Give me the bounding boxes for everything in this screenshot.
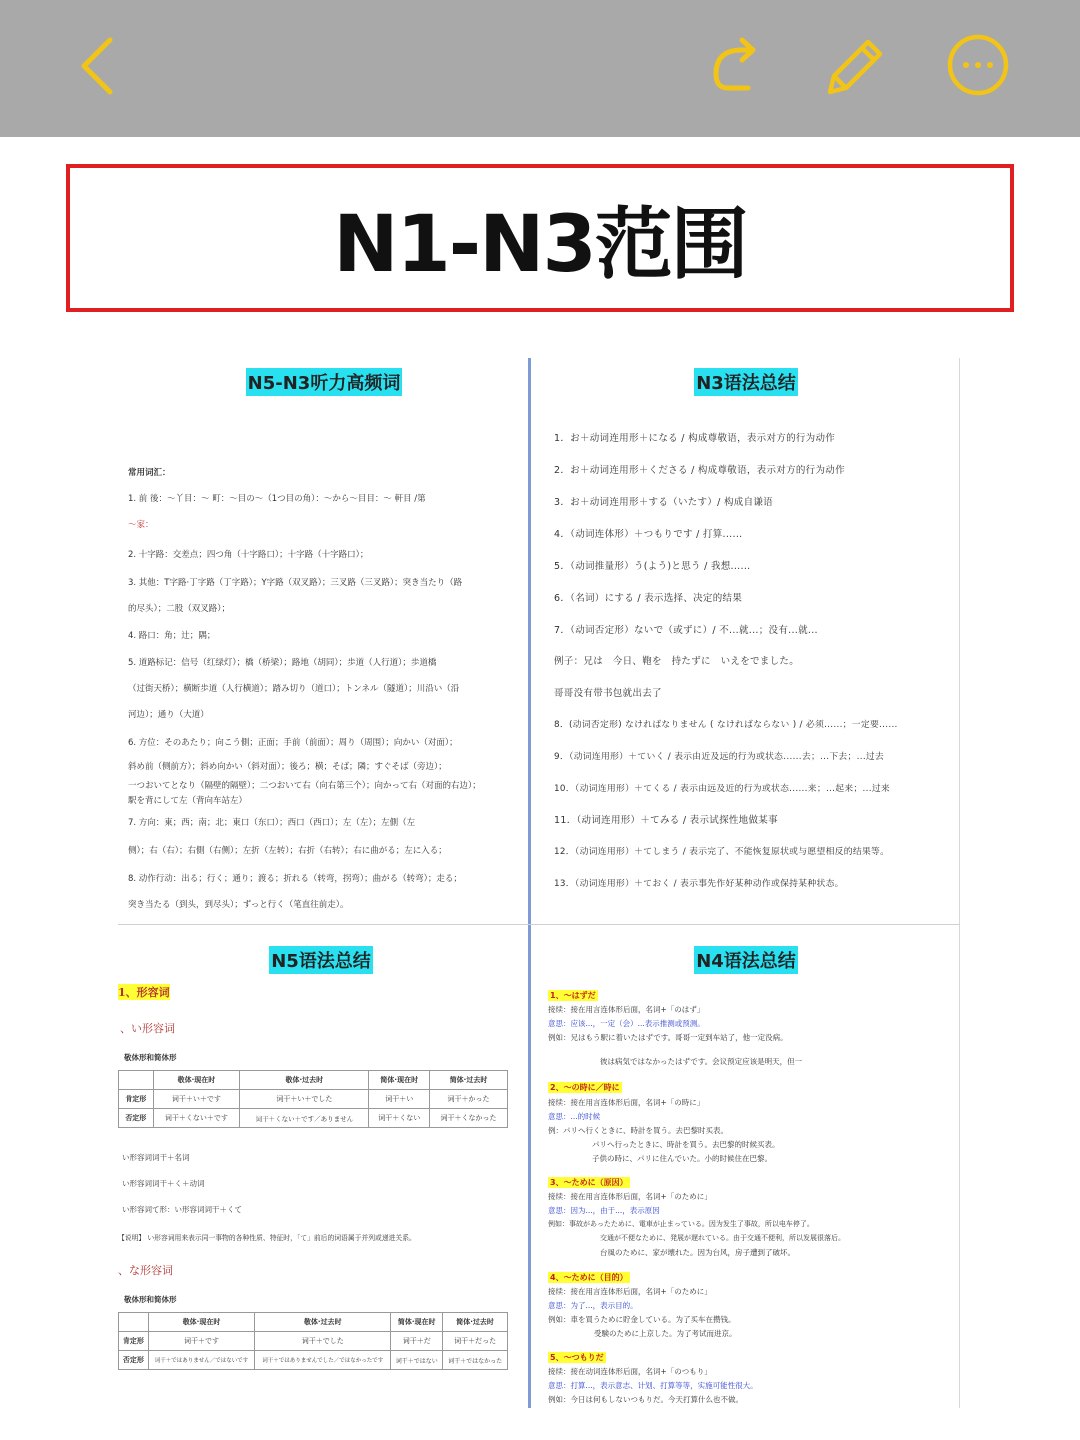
- grammar-example: 例子：兄は 今日、鞄を 持たずに いえをでました。: [554, 656, 800, 667]
- pencil-icon: [820, 30, 890, 100]
- edit-button[interactable]: [820, 30, 890, 100]
- vocab-line: 突き当たる（到头，到尽头）；ずっと行く（笔直往前走）。: [128, 900, 349, 910]
- share-button[interactable]: [698, 30, 768, 100]
- grammar-line: 8．(动词否定形) なければなりません ( なければならない ) / 必须......；一定要......: [554, 720, 898, 730]
- vocab-line: 1. 前 後：～丫目：～ 町：～目の～（1つ目の角）：～から～目目：～ 軒目 /第: [128, 494, 426, 504]
- vocab-line: 7. 方向：東；西；南；北；東口（东口）；西口（西口）；左（左）；左側（左: [128, 818, 416, 828]
- title-banner: [66, 164, 1014, 312]
- grammar-line: 意思：为了...，表示目的。: [548, 1301, 638, 1310]
- table-header: 简体·现在时: [369, 1071, 430, 1090]
- table-cell: 词干＋だ: [391, 1332, 443, 1351]
- vocab-line: 常用词汇：: [128, 468, 171, 478]
- grammar-line: 例如：車を買うために貯金している。为了买车在攒钱。: [548, 1315, 736, 1324]
- table-header: 敬体·过去时: [240, 1071, 369, 1090]
- divider-horizontal: [118, 924, 960, 925]
- table-header: 简体·过去时: [443, 1313, 508, 1332]
- table-header: 敬体·现在时: [148, 1313, 255, 1332]
- subsection-heading: 、い形容词: [120, 1022, 175, 1035]
- grammar-line: 11．（动词连用形）＋てみる / 表示试探性地做某事: [554, 815, 778, 826]
- grammar-line: 7．（动词否定形）ないで（或ずに）/ 不...就...；没有...就...: [554, 625, 818, 636]
- vocab-line: 8. 动作行动：出る；行く；通り；渡る；折れる（转弯，拐弯）；曲がる（转弯）；走る；: [128, 874, 462, 884]
- grammar-line: 6．（名词）にする / 表示选择、决定的结果: [554, 593, 743, 604]
- table-row: [119, 1090, 508, 1109]
- grammar-heading: 5、～つもりだ: [550, 1353, 604, 1362]
- table-row: [119, 1351, 508, 1370]
- na-adjective-table: [118, 1312, 508, 1370]
- vocab-line: 斜め前（侧前方）；斜め向かい（斜对面）；後ろ；横；そば；隣；すぐそば（旁边）；: [128, 762, 447, 772]
- section-heading: 1、形容词: [118, 986, 170, 999]
- table-row: [119, 1332, 508, 1351]
- table-cell: 词干＋い＋です: [153, 1090, 240, 1109]
- panel-n4-grammar: [540, 940, 952, 1408]
- table-row: [119, 1109, 508, 1128]
- table-cell: 否定形: [119, 1109, 154, 1128]
- grammar-line: 意思：打算...，表示意志、计划、打算等等，实施可能性很大。: [548, 1381, 758, 1390]
- table-cell: 词干＋い＋でした: [240, 1090, 369, 1109]
- table-cell: 肯定形: [119, 1332, 149, 1351]
- panel-n3-grammar: [540, 362, 952, 918]
- table-caption: 敬体形和简体形: [124, 1295, 177, 1304]
- table-header-row: [119, 1071, 508, 1090]
- grammar-example: 哥哥没有带书包就出去了: [554, 688, 662, 699]
- grammar-line: 意思：应该...，一定（会）...表示推测或预测。: [548, 1019, 705, 1028]
- table-cell: 词干＋くない＋です／ありません: [240, 1109, 369, 1128]
- grammar-line: 12．（动词连用形）＋てしまう / 表示完了、不能恢复原状或与愿望相反的结果等。: [554, 847, 890, 857]
- grammar-note: い形容词て形：い形容词词干＋くて: [122, 1205, 242, 1214]
- table-cell: 词干＋ではなかった: [443, 1351, 508, 1370]
- table-cell: 否定形: [119, 1351, 149, 1370]
- table-header: 敬体·过去时: [255, 1313, 391, 1332]
- grammar-line: 接续：接在动词连体形后面，名词+「のつもり」: [548, 1367, 712, 1376]
- table-header: [119, 1313, 149, 1332]
- vocab-line: 河边）；通り（大道）: [128, 710, 209, 720]
- grammar-line: 2．お＋动词连用形＋くださる / 构成尊敬语，表示对方的行为动作: [554, 465, 845, 476]
- grammar-line: 子供の時に、パリに住んでいた。小的时候住在巴黎。: [592, 1154, 772, 1163]
- table-header: 简体·现在时: [391, 1313, 443, 1332]
- grammar-line: 13．（动词连用形）＋ておく / 表示事先作好某种动作或保持某种状态。: [554, 879, 844, 889]
- grammar-line: 接续：接在用言连体形后面，名词+「のはず」: [548, 1005, 705, 1014]
- share-forward-icon: [698, 30, 768, 100]
- grammar-line: 彼は病気ではなかったはずです。会议预定应该是明天，但一: [600, 1057, 803, 1066]
- panel-title: N3语法总结: [694, 368, 798, 396]
- table-cell: 词干＋ではない: [391, 1351, 443, 1370]
- vocab-line: （过街天桥）；横断歩道（人行横道）；踏み切り（道口）；トンネル（隧道）；川沿い（沿: [128, 684, 460, 694]
- table-cell: 词干＋くなかった: [430, 1109, 508, 1128]
- chevron-left-icon: [62, 30, 132, 100]
- vocab-line: 2. 十字路：交差点；四つ角（十字路口）；十字路（十字路口）；: [128, 550, 369, 560]
- table-cell: 词干＋ではありません／ではないです: [148, 1351, 255, 1370]
- grammar-line: 4．（动词连体形）＋つもりです / 打算......: [554, 529, 743, 540]
- grammar-line: 例：パリへ行くときに、時計を買う。去巴黎时买表。: [548, 1126, 728, 1135]
- grammar-note: い形容词词干＋く＋动词: [122, 1179, 205, 1188]
- vocab-line: 一つおいてとなり（隔壁的隔壁）；二つおいて右（向右第三个）；向かって右（对面的右边）；: [128, 781, 481, 791]
- table-cell: 词干＋くない: [369, 1109, 430, 1128]
- back-button[interactable]: [62, 30, 132, 100]
- grammar-line: 接续：接在用言连体形后面，名词+「のために」: [548, 1287, 712, 1296]
- table-header-row: [119, 1313, 508, 1332]
- table-caption: 敬体形和简体形: [124, 1053, 177, 1062]
- table-header: 简体·过去时: [430, 1071, 508, 1090]
- grammar-line: 例如：今日は何もしないつもりだ。今天打算什么也不做。: [548, 1395, 743, 1404]
- vocab-line: 駅を背にして左（背向车站左）: [128, 796, 248, 806]
- table-cell: 词干＋くない＋です: [153, 1109, 240, 1128]
- more-circle-icon: [943, 30, 1013, 100]
- vocab-line: 4. 路口：角；辻；隅；: [128, 631, 216, 641]
- subsection-heading: 、な形容词: [118, 1264, 173, 1277]
- panel-n5-grammar: [118, 940, 524, 1408]
- grammar-line: 意思：...的时候: [548, 1112, 601, 1121]
- table-cell: 词干＋ではありませんでした／ではなかったです: [255, 1351, 391, 1370]
- panel-title: N5-N3听力高频词: [246, 368, 403, 396]
- table-cell: 词干＋でした: [255, 1332, 391, 1351]
- grammar-line: 意思：因为...，由于...，表示原因: [548, 1206, 660, 1215]
- grammar-note: い形容词词干＋名词: [122, 1153, 190, 1162]
- vocab-line: 6. 方位：そのあたり；向こう側；正面；手前（前面）；周り（周围）；向かい（对面）；: [128, 738, 458, 748]
- grammar-heading: 3、～ために（原因）: [550, 1178, 628, 1187]
- panel-title: N4语法总结: [694, 946, 798, 974]
- vocab-line: 侧）；右（右）；右側（右侧）；左折（左转）；右折（右转）；右に曲がる；左に入る；: [128, 846, 447, 856]
- vocab-line: ～家：: [128, 520, 154, 530]
- grammar-heading: 4、～ために（目的）: [550, 1273, 628, 1282]
- vocab-line: 5. 道路标记：信号（红绿灯）；橋（桥梁）；路地（胡同）；歩道（人行道）；歩道橋: [128, 658, 437, 668]
- grammar-line: 5．（动词推量形）う(よう)と思う / 我想......: [554, 561, 751, 572]
- table-cell: 词干＋です: [148, 1332, 255, 1351]
- grammar-line: 例如：事故があったために、電車が止まっている。因为发生了事故，所以电车停了。: [548, 1220, 814, 1228]
- grammar-line: 10．（动词连用形）＋てくる / 表示由远及近的行为或状态......来；...起来；...过来: [554, 784, 891, 794]
- grammar-line: パリへ行ったときに、時計を買う。去巴黎的时候买表。: [592, 1140, 780, 1149]
- grammar-note: 【说明】 い形容词用来表示同一事物的各种性质、特征时，「て」前后的词语属于并列或递进关系。: [118, 1234, 416, 1242]
- table-header: 敬体·现在时: [153, 1071, 240, 1090]
- vocab-line: 的尽头）；二股（双叉路）；: [128, 604, 231, 614]
- table-cell: 词干＋かった: [430, 1090, 508, 1109]
- panel-n5-n3-listening: [124, 362, 524, 918]
- divider-right-edge: [959, 358, 960, 1408]
- grammar-line: 9．（动词连用形）＋ていく / 表示由近及远的行为或状态......去；...下去；...过去: [554, 752, 885, 762]
- grammar-line: 接续：接在用言连体形后面，名词+「の時に」: [548, 1098, 705, 1107]
- table-cell: 肯定形: [119, 1090, 154, 1109]
- grammar-line: 受験のために上京した。为了考试而进京。: [594, 1329, 737, 1338]
- more-button[interactable]: [943, 30, 1013, 100]
- grammar-line: 交通が不便なために、発展が遅れている。由于交通不便利，所以发展很落后。: [600, 1234, 845, 1242]
- page-title: N1-N3范围: [333, 200, 747, 290]
- grammar-heading: 2、～の時に／時に: [550, 1083, 620, 1092]
- table-cell: 词干＋い: [369, 1090, 430, 1109]
- grammar-line: 3．お＋动词连用形＋する（いたす）/ 构成自谦语: [554, 497, 773, 508]
- vocab-line: 3. 其他：T字路·丁字路（丁字路）；Y字路（双叉路）；三叉路（三叉路）；突き当たり（路: [128, 578, 463, 588]
- table-cell: 词干＋だった: [443, 1332, 508, 1351]
- grammar-line: 接续：接在用言连体形后面，名词+「のために」: [548, 1192, 712, 1201]
- grammar-line: 台風のために、家が壊れた。因为台风，房子遭到了破坏。: [600, 1248, 795, 1257]
- grammar-line: 1．お＋动词连用形＋になる / 构成尊敬语，表示对方的行为动作: [554, 433, 836, 444]
- grammar-line: 例如：兄はもう駅に着いたはずです。哥哥一定到车站了，他一定没病。: [548, 1033, 788, 1042]
- panel-title: N5语法总结: [269, 946, 373, 974]
- table-header: [119, 1071, 154, 1090]
- i-adjective-table: [118, 1070, 508, 1128]
- divider-vertical: [528, 358, 531, 1408]
- top-toolbar: [0, 0, 1080, 137]
- grammar-heading: 1、～はずだ: [550, 991, 596, 1000]
